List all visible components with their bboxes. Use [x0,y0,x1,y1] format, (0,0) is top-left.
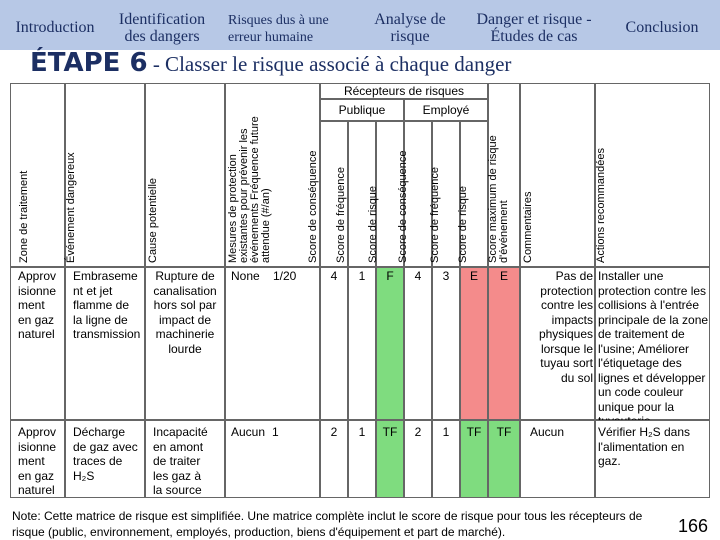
row1-pub-cons: 4 [330,269,338,283]
row1-emp-risk-cell [460,267,488,420]
tab-introduction[interactable]: Introduction [15,19,95,36]
page-number: 166 [678,516,709,536]
row1-emp-cons-cell [404,267,432,420]
risk-matrix-table [10,83,710,498]
row1-frequence: 1/20 [273,269,297,283]
header-pub-freq-label: Score de fréquence [335,166,347,263]
page-title-step: ÉTAPE 6 [30,48,148,78]
row1-pub-freq-cell [348,267,376,420]
header-evenement-label: Événement dangereux [65,152,77,263]
row1-emp-freq-cell [432,267,460,420]
header-actions-label: Actions recommandées [595,148,607,263]
header-zone-label: Zone de traitement [18,170,30,263]
header-pub-risk-label: Score de risque [367,185,379,263]
header-emp-cons-label: Score de conséquence [397,150,409,263]
header-max-label: Score maximum de risque d'événement [487,135,510,263]
row2-frequence: 1 [272,425,279,439]
header-publique-label: Publique [338,103,386,117]
page-title-text: - Classer le risque associé à chaque danger [147,52,512,76]
row1-emp-risk: E [469,269,478,283]
row1-pub-freq: 1 [358,269,366,283]
header-employe-label: Employé [422,103,470,117]
row2-max: TF [496,425,512,439]
row1-actions: Installer une protection contre les collisions à l'entrée principale de la zone de traitement de l'usine; Améliorer l'étiquetage des lignes et développer un code couleur unique pour la [598,269,709,414]
row1-pub-cons-cell [320,267,348,420]
header-comment-label: Commentaires [522,191,534,263]
row1-max-cell [488,267,520,420]
row2-cause: Incapacité en amont de traiter les gaz à la source [153,425,208,497]
tab-analyse-risque[interactable]: Analyse de risque [374,11,446,45]
row1-emp-cons: 4 [414,269,422,283]
row1-zone: Approv isionne ment en gaz naturel [18,269,57,341]
header-actions-cell [595,83,710,267]
row1-mesures: None [231,269,260,283]
header-emp-freq-label: Score de fréquence [429,166,441,263]
header-recepteurs-label: Récepteurs de risques [343,84,465,98]
header-emp-risk-label: Score de risque [457,185,469,263]
footnote: Note: Cette matrice de risque est simplifiée. Une matrice complète inclut le score de risque pour tous les récepteurs de risque (public, environnement, employés, production, biens d'équipement et part de marché). [12,509,643,539]
row2-actions: Vérifier H₂S dans l'alimentation en gaz. [598,425,691,468]
row1-evenement: Embraseme nt et jet flamme de la ligne de transmission [73,269,141,341]
row1-pub-risk-cell [376,267,404,420]
tab-risques-erreur-humaine[interactable]: Risques dus à une erreur humaine [228,13,329,45]
row1-emp-freq: 3 [442,269,450,283]
row1-comment: Pas de protection contre les impacts physiques lorsque le tuyau sort du sol [538,269,593,385]
header-evenement-cell [65,83,145,267]
row2-emp-freq: 1 [442,425,450,439]
row2-pub-risk: TF [382,425,398,439]
row1-mesures-cell [225,267,320,420]
header-mesures-label: Mesures de protection existantes pour prévenir les événements Fréquence future attendue (#/an) [227,116,272,263]
row2-emp-risk: TF [466,425,482,439]
row1-max: E [499,269,508,283]
tab-danger-etudes-cas[interactable]: Danger et risque - Études de cas [476,11,592,45]
row1-pub-risk: F [386,269,394,283]
tab-conclusion[interactable]: Conclusion [625,19,699,36]
tab-identification-dangers[interactable]: Identification des dangers [118,11,206,45]
row2-mesures: Aucun [231,425,266,439]
page-title [30,48,511,82]
row2-pub-freq: 1 [358,425,366,439]
row2-evenement: Décharge de gaz avec traces de H₂S [73,425,138,483]
row2-zone: Approv isionne ment en gaz naturel [18,425,57,497]
row2-emp-cons: 2 [414,425,422,439]
navigation-bar [0,0,720,50]
header-pub-cons-label: Score de conséquence [307,150,319,263]
row1-cause: Rupture de canalisation hors sol par impact de machinerie lourde [153,269,217,356]
header-cause-label: Cause potentielle [147,177,159,263]
row2-pub-cons: 2 [330,425,338,439]
row2-comment: Aucun [530,425,565,439]
